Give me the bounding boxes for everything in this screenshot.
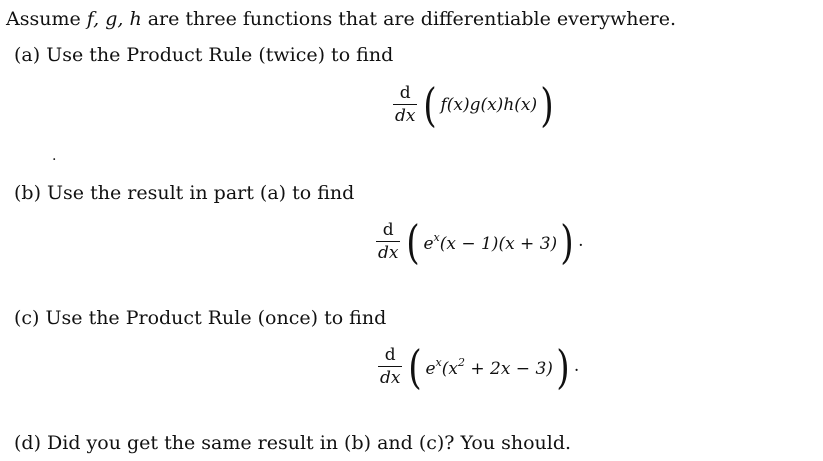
part-a-prompt xyxy=(14,44,393,66)
intro-sentence xyxy=(6,8,676,30)
right-paren: ) xyxy=(556,340,570,394)
intro-vars: f, g, h xyxy=(86,8,142,30)
part-b-period: . xyxy=(578,231,584,251)
part-d-prompt xyxy=(14,432,571,454)
part-c-label: (c) xyxy=(14,307,40,329)
left-paren: ( xyxy=(408,340,423,394)
derivative-denominator: dx xyxy=(378,243,399,263)
exp-base: e xyxy=(425,358,436,379)
part-a-label: (a) xyxy=(14,44,41,66)
part-c-period: . xyxy=(573,356,580,376)
exp-base: e xyxy=(423,233,434,254)
part-c-prompt xyxy=(14,307,386,329)
intro-text-after: are three functions that are differentiable everywhere. xyxy=(141,8,677,30)
part-a-formula xyxy=(393,78,556,132)
part-b-expression xyxy=(423,231,557,254)
exp-power: x xyxy=(435,355,442,369)
derivative-operator xyxy=(393,85,417,125)
intro-text-before: Assume xyxy=(6,8,87,30)
derivative-numerator: d xyxy=(399,83,411,103)
derivative-denominator: dx xyxy=(380,368,401,388)
part-c-expression xyxy=(425,356,552,379)
part-d-text: Did you get the same result in (b) and (c)? You should. xyxy=(47,432,572,454)
poly-open: (x xyxy=(441,358,458,379)
derivative-operator xyxy=(376,222,400,262)
derivative-numerator: d xyxy=(384,345,396,365)
part-a-text: Use the Product Rule (twice) to find xyxy=(46,44,394,66)
part-c-text: Use the Product Rule (once) to find xyxy=(45,307,387,329)
exp-power: x xyxy=(433,230,440,244)
derivative-denominator: dx xyxy=(395,106,416,126)
right-paren: ) xyxy=(560,215,574,269)
left-paren: ( xyxy=(423,78,438,132)
right-paren: ) xyxy=(540,78,554,132)
square-power: 2 xyxy=(457,355,465,369)
poly-rest: + 2x − 3) xyxy=(464,358,553,379)
part-b-text: Use the result in part (a) to find xyxy=(47,182,355,204)
part-b-label: (b) xyxy=(14,182,41,204)
part-b-factors: (x − 1)(x + 3) xyxy=(439,233,558,254)
part-b-formula xyxy=(376,215,584,269)
derivative-operator xyxy=(378,347,402,387)
left-paren: ( xyxy=(406,215,421,269)
part-d-label: (d) xyxy=(14,432,41,454)
part-b-prompt xyxy=(14,182,354,204)
derivative-numerator: d xyxy=(382,220,394,240)
part-a-expression: f(x)g(x)h(x) xyxy=(440,95,538,115)
part-c-formula xyxy=(378,340,580,394)
stray-dot: . xyxy=(52,148,57,164)
